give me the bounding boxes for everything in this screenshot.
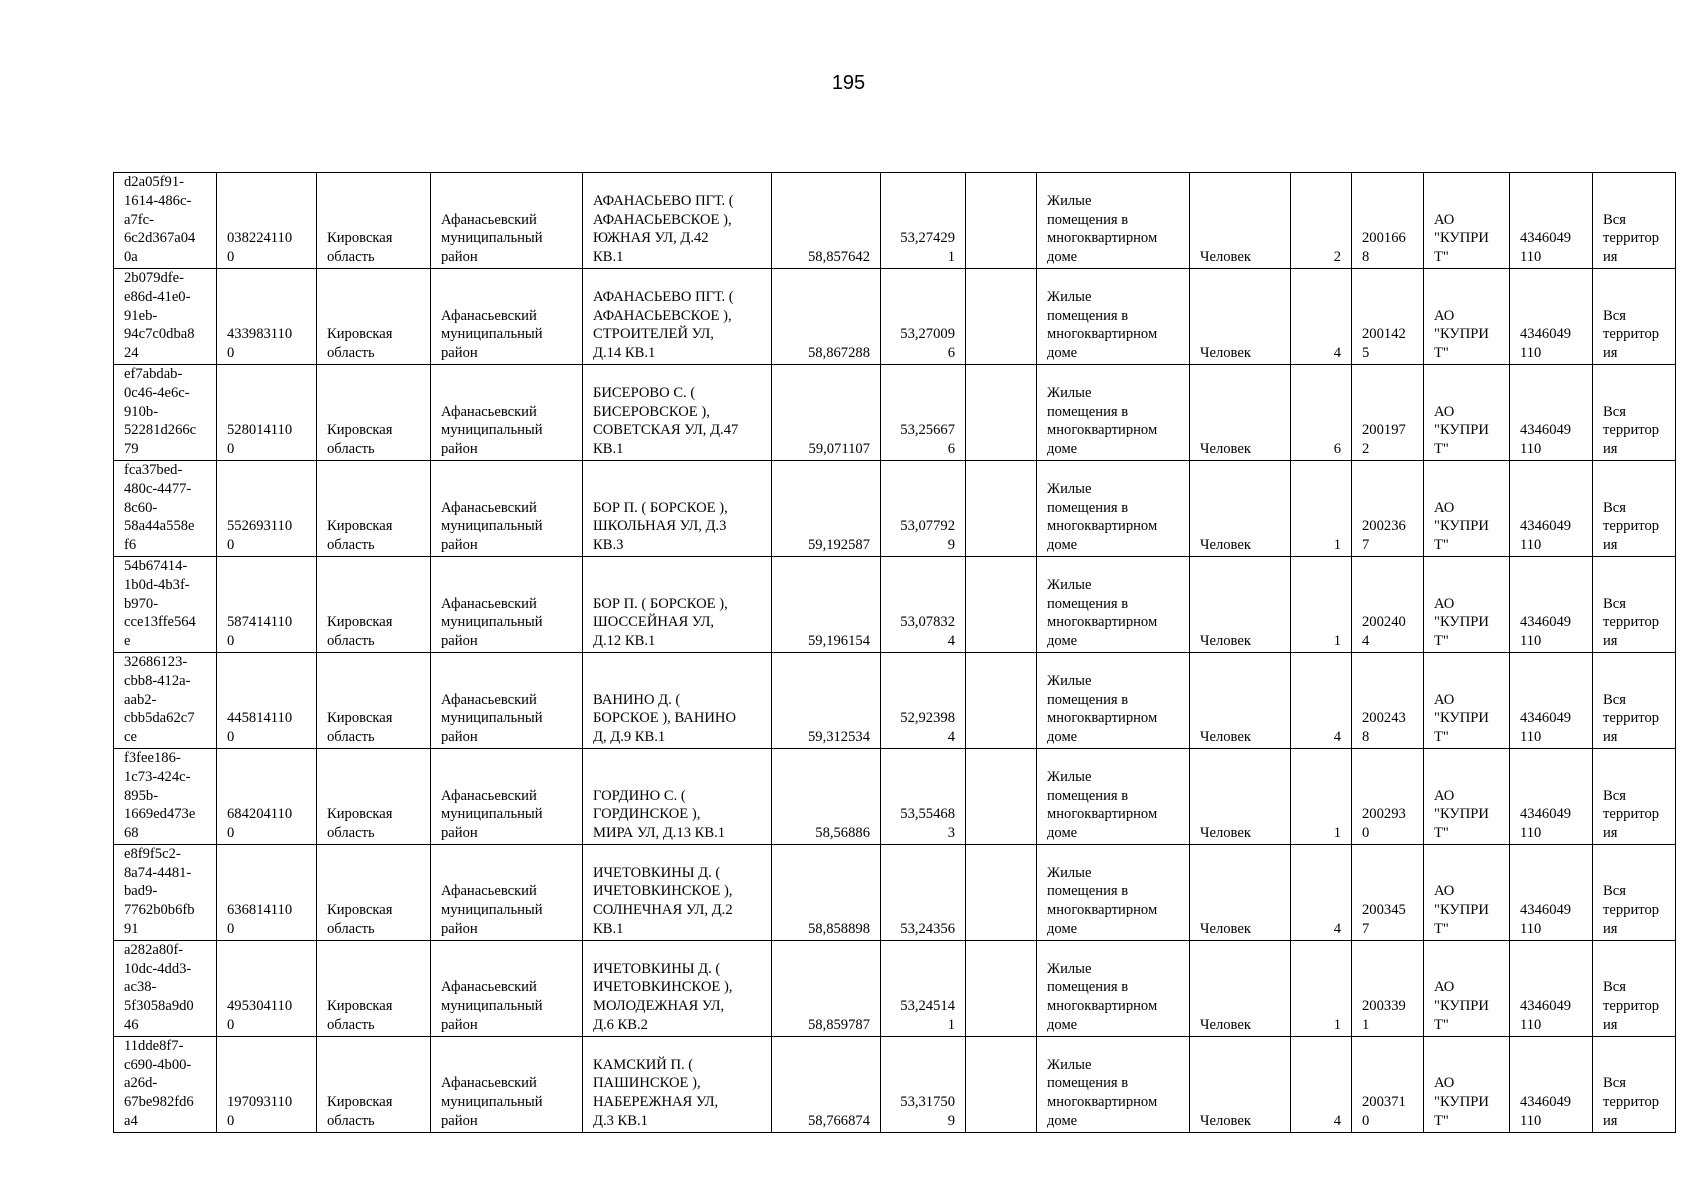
cell-territory: Вся территор ия bbox=[1593, 844, 1676, 940]
cell-record-id: 2b079dfe- e86d-41e0- 91eb- 94c7c0dba8 24 bbox=[114, 268, 217, 364]
cell-district: Афанасьевский муниципальный район bbox=[431, 268, 583, 364]
cell-object-type: Жилые помещения в многоквартирном доме bbox=[1037, 1036, 1190, 1132]
cell-count: 4 bbox=[1291, 268, 1352, 364]
cell-empty bbox=[966, 748, 1037, 844]
cell-latitude: 59,312534 bbox=[772, 652, 881, 748]
cell-organization: АО "КУПРИ Т" bbox=[1424, 940, 1510, 1036]
cell-count: 1 bbox=[1291, 940, 1352, 1036]
cell-inn: 4346049 110 bbox=[1510, 940, 1593, 1036]
cell-organization: АО "КУПРИ Т" bbox=[1424, 173, 1510, 269]
cell-district: Афанасьевский муниципальный район bbox=[431, 364, 583, 460]
cell-record-id: e8f9f5c2- 8a74-4481- bad9- 7762b0b6fb 91 bbox=[114, 844, 217, 940]
cell-count: 4 bbox=[1291, 652, 1352, 748]
cell-number: 200166 8 bbox=[1352, 173, 1424, 269]
cell-organization: АО "КУПРИ Т" bbox=[1424, 364, 1510, 460]
cell-unit: Человек bbox=[1190, 748, 1291, 844]
cell-empty bbox=[966, 173, 1037, 269]
cell-longitude: 53,27009 6 bbox=[881, 268, 966, 364]
cell-inn: 4346049 110 bbox=[1510, 1036, 1593, 1132]
cell-object-type: Жилые помещения в многоквартирном доме bbox=[1037, 652, 1190, 748]
cell-record-id: d2a05f91- 1614-486c- a7fc- 6c2d367a04 0a bbox=[114, 173, 217, 269]
cell-organization: АО "КУПРИ Т" bbox=[1424, 556, 1510, 652]
cell-latitude: 58,867288 bbox=[772, 268, 881, 364]
cell-district: Афанасьевский муниципальный район bbox=[431, 748, 583, 844]
cell-address: АФАНАСЬЕВО ПГТ. ( АФАНАСЬЕВСКОЕ ), СТРОИТЕЛЕЙ УЛ, Д.14 КВ.1 bbox=[583, 268, 772, 364]
cell-count: 1 bbox=[1291, 556, 1352, 652]
cell-record-id: fca37bed- 480c-4477- 8c60- 58a44a558e f6 bbox=[114, 460, 217, 556]
cell-object-type: Жилые помещения в многоквартирном доме bbox=[1037, 173, 1190, 269]
cell-object-type: Жилые помещения в многоквартирном доме bbox=[1037, 364, 1190, 460]
cell-longitude: 53,27429 1 bbox=[881, 173, 966, 269]
cell-empty bbox=[966, 844, 1037, 940]
cell-region: Кировская область bbox=[317, 556, 431, 652]
cell-inn: 4346049 110 bbox=[1510, 748, 1593, 844]
cell-unit: Человек bbox=[1190, 364, 1291, 460]
cell-longitude: 53,25667 6 bbox=[881, 364, 966, 460]
cell-unit: Человек bbox=[1190, 556, 1291, 652]
cell-longitude: 53,07792 9 bbox=[881, 460, 966, 556]
cell-latitude: 58,859787 bbox=[772, 940, 881, 1036]
cell-empty bbox=[966, 940, 1037, 1036]
cell-inn: 4346049 110 bbox=[1510, 364, 1593, 460]
page-number: 195 bbox=[831, 72, 866, 94]
cell-code: 038224110 0 bbox=[217, 173, 317, 269]
cell-region: Кировская область bbox=[317, 173, 431, 269]
cell-longitude: 52,92398 4 bbox=[881, 652, 966, 748]
cell-address: БОР П. ( БОРСКОЕ ), ШКОЛЬНАЯ УЛ, Д.3 КВ.3 bbox=[583, 460, 772, 556]
cell-region: Кировская область bbox=[317, 940, 431, 1036]
cell-empty bbox=[966, 652, 1037, 748]
cell-organization: АО "КУПРИ Т" bbox=[1424, 844, 1510, 940]
cell-address: ИЧЕТОВКИНЫ Д. ( ИЧЕТОВКИНСКОЕ ), СОЛНЕЧНАЯ УЛ, Д.2 КВ.1 bbox=[583, 844, 772, 940]
cell-record-id: 32686123- cbb8-412a- aab2- cbb5da62c7 ce bbox=[114, 652, 217, 748]
cell-region: Кировская область bbox=[317, 268, 431, 364]
cell-empty bbox=[966, 268, 1037, 364]
cell-unit: Человек bbox=[1190, 1036, 1291, 1132]
cell-code: 433983110 0 bbox=[217, 268, 317, 364]
cell-number: 200345 7 bbox=[1352, 844, 1424, 940]
cell-organization: АО "КУПРИ Т" bbox=[1424, 1036, 1510, 1132]
cell-territory: Вся территор ия bbox=[1593, 268, 1676, 364]
cell-district: Афанасьевский муниципальный район bbox=[431, 940, 583, 1036]
cell-territory: Вся территор ия bbox=[1593, 748, 1676, 844]
cell-unit: Человек bbox=[1190, 652, 1291, 748]
cell-address: ГОРДИНО С. ( ГОРДИНСКОЕ ), МИРА УЛ, Д.13 КВ.1 bbox=[583, 748, 772, 844]
cell-object-type: Жилые помещения в многоквартирном доме bbox=[1037, 268, 1190, 364]
cell-inn: 4346049 110 bbox=[1510, 844, 1593, 940]
cell-longitude: 53,55468 3 bbox=[881, 748, 966, 844]
cell-region: Кировская область bbox=[317, 364, 431, 460]
cell-district: Афанасьевский муниципальный район bbox=[431, 460, 583, 556]
cell-district: Афанасьевский муниципальный район bbox=[431, 1036, 583, 1132]
cell-latitude: 58,766874 bbox=[772, 1036, 881, 1132]
cell-code: 445814110 0 bbox=[217, 652, 317, 748]
cell-object-type: Жилые помещения в многоквартирном доме bbox=[1037, 460, 1190, 556]
cell-record-id: 11dde8f7- c690-4b00- a26d- 67be982fd6 a4 bbox=[114, 1036, 217, 1132]
cell-inn: 4346049 110 bbox=[1510, 173, 1593, 269]
cell-territory: Вся территор ия bbox=[1593, 460, 1676, 556]
cell-organization: АО "КУПРИ Т" bbox=[1424, 460, 1510, 556]
cell-region: Кировская область bbox=[317, 748, 431, 844]
cell-inn: 4346049 110 bbox=[1510, 556, 1593, 652]
cell-record-id: ef7abdab- 0c46-4e6c- 910b- 52281d266c 79 bbox=[114, 364, 217, 460]
cell-count: 1 bbox=[1291, 748, 1352, 844]
cell-organization: АО "КУПРИ Т" bbox=[1424, 652, 1510, 748]
cell-record-id: a282a80f- 10dc-4dd3- ac38- 5f3058a9d0 46 bbox=[114, 940, 217, 1036]
cell-code: 495304110 0 bbox=[217, 940, 317, 1036]
cell-district: Афанасьевский муниципальный район bbox=[431, 556, 583, 652]
cell-region: Кировская область bbox=[317, 652, 431, 748]
cell-longitude: 53,24514 1 bbox=[881, 940, 966, 1036]
cell-territory: Вся территор ия bbox=[1593, 940, 1676, 1036]
cell-address: БОР П. ( БОРСКОЕ ), ШОССЕЙНАЯ УЛ, Д.12 КВ.1 bbox=[583, 556, 772, 652]
table-row bbox=[114, 844, 1676, 940]
cell-unit: Человек bbox=[1190, 268, 1291, 364]
cell-number: 200197 2 bbox=[1352, 364, 1424, 460]
cell-district: Афанасьевский муниципальный район bbox=[431, 652, 583, 748]
table-row bbox=[114, 173, 1676, 269]
cell-number: 200293 0 bbox=[1352, 748, 1424, 844]
cell-address: КАМСКИЙ П. ( ПАШИНСКОЕ ), НАБЕРЕЖНАЯ УЛ, Д.3 КВ.1 bbox=[583, 1036, 772, 1132]
cell-count: 6 bbox=[1291, 364, 1352, 460]
cell-number: 200142 5 bbox=[1352, 268, 1424, 364]
cell-latitude: 59,196154 bbox=[772, 556, 881, 652]
cell-number: 200243 8 bbox=[1352, 652, 1424, 748]
cell-unit: Человек bbox=[1190, 460, 1291, 556]
cell-territory: Вся территор ия bbox=[1593, 556, 1676, 652]
cell-count: 4 bbox=[1291, 1036, 1352, 1132]
cell-address: БИСЕРОВО С. ( БИСЕРОВСКОЕ ), СОВЕТСКАЯ УЛ, Д.47 КВ.1 bbox=[583, 364, 772, 460]
table-row bbox=[114, 1036, 1676, 1132]
cell-district: Афанасьевский муниципальный район bbox=[431, 173, 583, 269]
cell-address: АФАНАСЬЕВО ПГТ. ( АФАНАСЬЕВСКОЕ ), ЮЖНАЯ УЛ, Д.42 КВ.1 bbox=[583, 173, 772, 269]
table-body bbox=[114, 173, 1676, 1133]
cell-inn: 4346049 110 bbox=[1510, 268, 1593, 364]
cell-latitude: 58,857642 bbox=[772, 173, 881, 269]
cell-object-type: Жилые помещения в многоквартирном доме bbox=[1037, 556, 1190, 652]
cell-region: Кировская область bbox=[317, 460, 431, 556]
cell-code: 587414110 0 bbox=[217, 556, 317, 652]
cell-region: Кировская область bbox=[317, 844, 431, 940]
table-row bbox=[114, 652, 1676, 748]
cell-number: 200240 4 bbox=[1352, 556, 1424, 652]
cell-code: 528014110 0 bbox=[217, 364, 317, 460]
cell-territory: Вся территор ия bbox=[1593, 364, 1676, 460]
cell-count: 4 bbox=[1291, 844, 1352, 940]
registry-table bbox=[113, 172, 1676, 1133]
table-row bbox=[114, 460, 1676, 556]
cell-longitude: 53,24356 bbox=[881, 844, 966, 940]
table-row bbox=[114, 748, 1676, 844]
cell-code: 552693110 0 bbox=[217, 460, 317, 556]
cell-unit: Человек bbox=[1190, 844, 1291, 940]
cell-latitude: 59,192587 bbox=[772, 460, 881, 556]
cell-address: ВАНИНО Д. ( БОРСКОЕ ), ВАНИНО Д, Д.9 КВ.1 bbox=[583, 652, 772, 748]
cell-code: 684204110 0 bbox=[217, 748, 317, 844]
table-row bbox=[114, 556, 1676, 652]
cell-longitude: 53,07832 4 bbox=[881, 556, 966, 652]
cell-number: 200339 1 bbox=[1352, 940, 1424, 1036]
cell-latitude: 59,071107 bbox=[772, 364, 881, 460]
cell-object-type: Жилые помещения в многоквартирном доме bbox=[1037, 940, 1190, 1036]
cell-number: 200236 7 bbox=[1352, 460, 1424, 556]
cell-territory: Вся территор ия bbox=[1593, 652, 1676, 748]
table-row bbox=[114, 268, 1676, 364]
cell-number: 200371 0 bbox=[1352, 1036, 1424, 1132]
cell-empty bbox=[966, 556, 1037, 652]
cell-object-type: Жилые помещения в многоквартирном доме bbox=[1037, 748, 1190, 844]
cell-record-id: f3fee186- 1c73-424c- 895b- 1669ed473e 68 bbox=[114, 748, 217, 844]
cell-address: ИЧЕТОВКИНЫ Д. ( ИЧЕТОВКИНСКОЕ ), МОЛОДЕЖНАЯ УЛ, Д.6 КВ.2 bbox=[583, 940, 772, 1036]
cell-territory: Вся территор ия bbox=[1593, 173, 1676, 269]
cell-empty bbox=[966, 1036, 1037, 1132]
cell-latitude: 58,858898 bbox=[772, 844, 881, 940]
cell-latitude: 58,56886 bbox=[772, 748, 881, 844]
cell-code: 636814110 0 bbox=[217, 844, 317, 940]
cell-count: 2 bbox=[1291, 173, 1352, 269]
cell-organization: АО "КУПРИ Т" bbox=[1424, 748, 1510, 844]
cell-inn: 4346049 110 bbox=[1510, 652, 1593, 748]
cell-territory: Вся территор ия bbox=[1593, 1036, 1676, 1132]
cell-unit: Человек bbox=[1190, 940, 1291, 1036]
cell-object-type: Жилые помещения в многоквартирном доме bbox=[1037, 844, 1190, 940]
cell-longitude: 53,31750 9 bbox=[881, 1036, 966, 1132]
table-row bbox=[114, 364, 1676, 460]
cell-code: 197093110 0 bbox=[217, 1036, 317, 1132]
cell-organization: АО "КУПРИ Т" bbox=[1424, 268, 1510, 364]
cell-district: Афанасьевский муниципальный район bbox=[431, 844, 583, 940]
cell-inn: 4346049 110 bbox=[1510, 460, 1593, 556]
cell-empty bbox=[966, 460, 1037, 556]
cell-record-id: 54b67414- 1b0d-4b3f- b970- cce13ffe564 e bbox=[114, 556, 217, 652]
cell-region: Кировская область bbox=[317, 1036, 431, 1132]
cell-count: 1 bbox=[1291, 460, 1352, 556]
cell-unit: Человек bbox=[1190, 173, 1291, 269]
cell-empty bbox=[966, 364, 1037, 460]
table-row bbox=[114, 940, 1676, 1036]
